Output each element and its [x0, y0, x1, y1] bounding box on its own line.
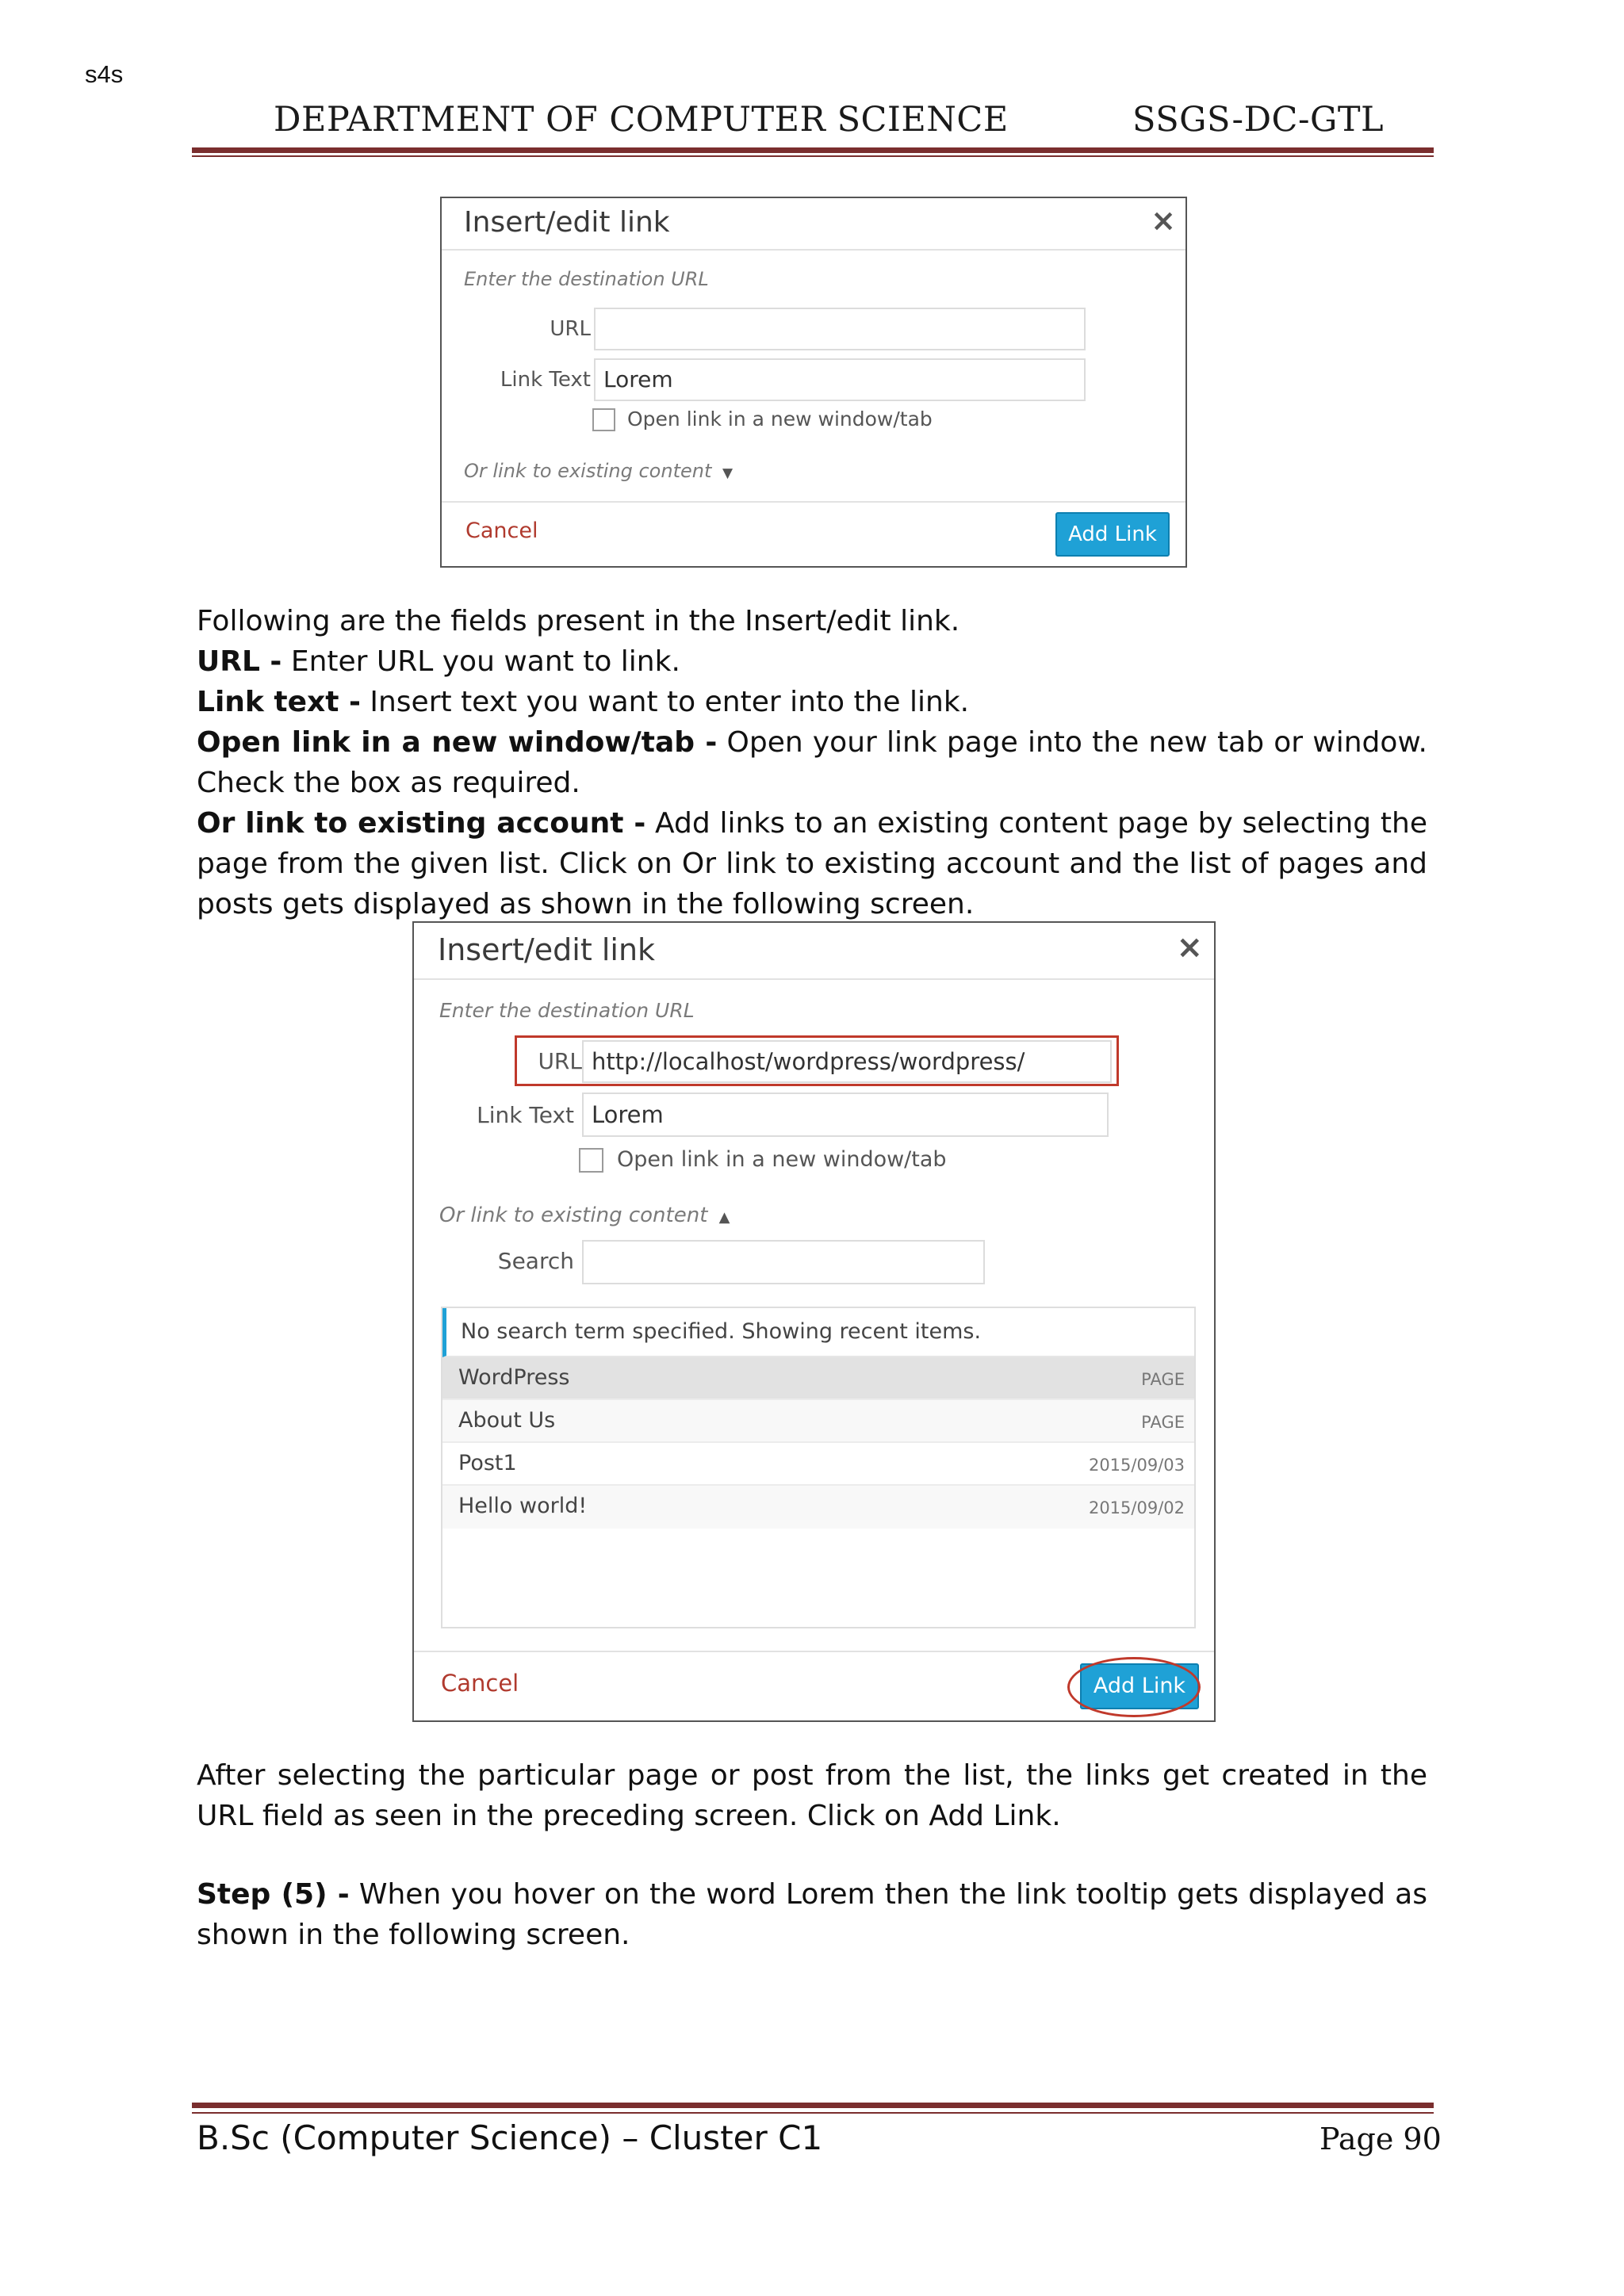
title-divider: [442, 249, 1185, 251]
result-meta: 2015/09/02: [1088, 1498, 1185, 1517]
url-term: URL -: [197, 645, 282, 678]
department-header: DEPARTMENT OF COMPUTER SCIENCE: [274, 100, 1009, 140]
chevron-up-icon: ▲: [718, 1209, 730, 1226]
link-text-input[interactable]: Lorem: [594, 358, 1086, 401]
result-row[interactable]: [442, 1357, 1194, 1400]
result-row[interactable]: [442, 1443, 1194, 1486]
result-title: About Us: [458, 1408, 556, 1433]
existing-account-description: [197, 803, 1427, 924]
search-label: Search: [497, 1248, 574, 1274]
search-notice: [442, 1308, 1194, 1357]
footer-divider: [442, 501, 1185, 503]
step-5-term: Step (5) -: [197, 1878, 350, 1911]
footer-rule: [192, 2103, 1434, 2108]
insert-edit-link-dialog: [440, 197, 1187, 568]
link-text-desc: Insert text you want to enter into the link.: [360, 686, 970, 718]
existing-content-toggle[interactable]: [439, 1203, 730, 1227]
add-link-highlight-ring: [1067, 1657, 1201, 1717]
new-tab-desc: Open your link page into the new tab or window. Check the box as required.: [197, 726, 1427, 799]
result-meta: PAGE: [1141, 1370, 1185, 1389]
fields-description: [197, 601, 1427, 924]
new-tab-checkbox[interactable]: [592, 408, 615, 431]
link-text-label: Link Text: [500, 368, 591, 392]
step-5-desc: When you hover on the word Lorem then the link tooltip gets displayed as shown in the following screen.: [197, 1878, 1427, 1951]
step-5-paragraph: [197, 1874, 1427, 1955]
new-tab-label: Open link in a new window/tab: [627, 408, 933, 430]
url-instruction: Enter the destination URL: [464, 268, 709, 290]
result-row[interactable]: [442, 1486, 1194, 1529]
corner-label: s4s: [85, 60, 124, 88]
title-divider: [414, 978, 1214, 980]
existing-content-label: Or link to existing content: [439, 1203, 708, 1227]
result-meta: PAGE: [1141, 1413, 1185, 1432]
url-input[interactable]: [594, 308, 1086, 350]
new-tab-description: [197, 722, 1427, 803]
link-text-label: Link Text: [477, 1102, 574, 1128]
search-input[interactable]: [582, 1240, 985, 1284]
dialog-title: Insert/edit link: [464, 206, 670, 239]
cancel-link[interactable]: Cancel: [441, 1670, 519, 1697]
footer-divider: [414, 1651, 1214, 1652]
existing-account-term: Or link to existing account -: [197, 807, 646, 840]
dialog-title: Insert/edit link: [438, 932, 656, 967]
insert-edit-link-dialog-expanded: [412, 921, 1216, 1722]
existing-account-desc: Add links to an existing content page by selecting the page from the given list. Click on Or link to existing account and the list of pages and posts gets displayed as shown in the following screen.: [197, 807, 1428, 920]
add-link-button[interactable]: Add Link: [1055, 512, 1170, 557]
notice-text: No search term specified. Showing recent items.: [461, 1319, 982, 1344]
close-icon[interactable]: ×: [1176, 929, 1203, 966]
header-rule: [192, 147, 1434, 153]
link-text-term: Link text -: [197, 686, 361, 718]
url-label: URL: [538, 1048, 582, 1074]
new-tab-label: Open link in a new window/tab: [617, 1147, 947, 1172]
result-title: WordPress: [458, 1365, 570, 1390]
page-number: Page 90: [1320, 2122, 1442, 2156]
college-code-header: SSGS-DC-GTL: [1132, 100, 1385, 140]
existing-content-toggle[interactable]: [464, 460, 733, 482]
url-desc: Enter URL you want to link.: [282, 645, 680, 678]
existing-content-label: Or link to existing content: [464, 460, 712, 482]
link-text-input[interactable]: Lorem: [582, 1093, 1109, 1137]
result-title: Hello world!: [458, 1494, 588, 1518]
new-tab-term: Open link in a new window/tab -: [197, 726, 718, 759]
url-label: URL: [550, 317, 591, 341]
result-meta: 2015/09/03: [1088, 1456, 1185, 1475]
url-description: [197, 641, 1427, 682]
link-text-description: [197, 682, 1427, 722]
footer-rule-thin: [192, 2112, 1434, 2114]
chevron-down-icon: ▼: [722, 465, 733, 481]
intro-line: Following are the fields present in the Insert/edit link.: [197, 605, 960, 637]
course-footer: B.Sc (Computer Science) – Cluster C1: [197, 2118, 823, 2157]
header-rule-thin: [192, 155, 1434, 157]
url-input[interactable]: http://localhost/wordpress/wordpress/: [582, 1040, 1112, 1083]
after-selection-paragraph: After selecting the particular page or post from the list, the links get created in the URL field as seen in the preceding screen. Click on Add Link.: [197, 1759, 1427, 1832]
cancel-link[interactable]: Cancel: [465, 519, 538, 543]
close-icon[interactable]: ×: [1151, 203, 1176, 238]
result-title: Post1: [458, 1451, 517, 1475]
result-row[interactable]: [442, 1400, 1194, 1443]
url-instruction: Enter the destination URL: [439, 999, 695, 1022]
new-tab-checkbox[interactable]: [579, 1148, 603, 1173]
add-link-button[interactable]: Add Link: [1080, 1663, 1199, 1709]
results-list: [441, 1307, 1196, 1628]
